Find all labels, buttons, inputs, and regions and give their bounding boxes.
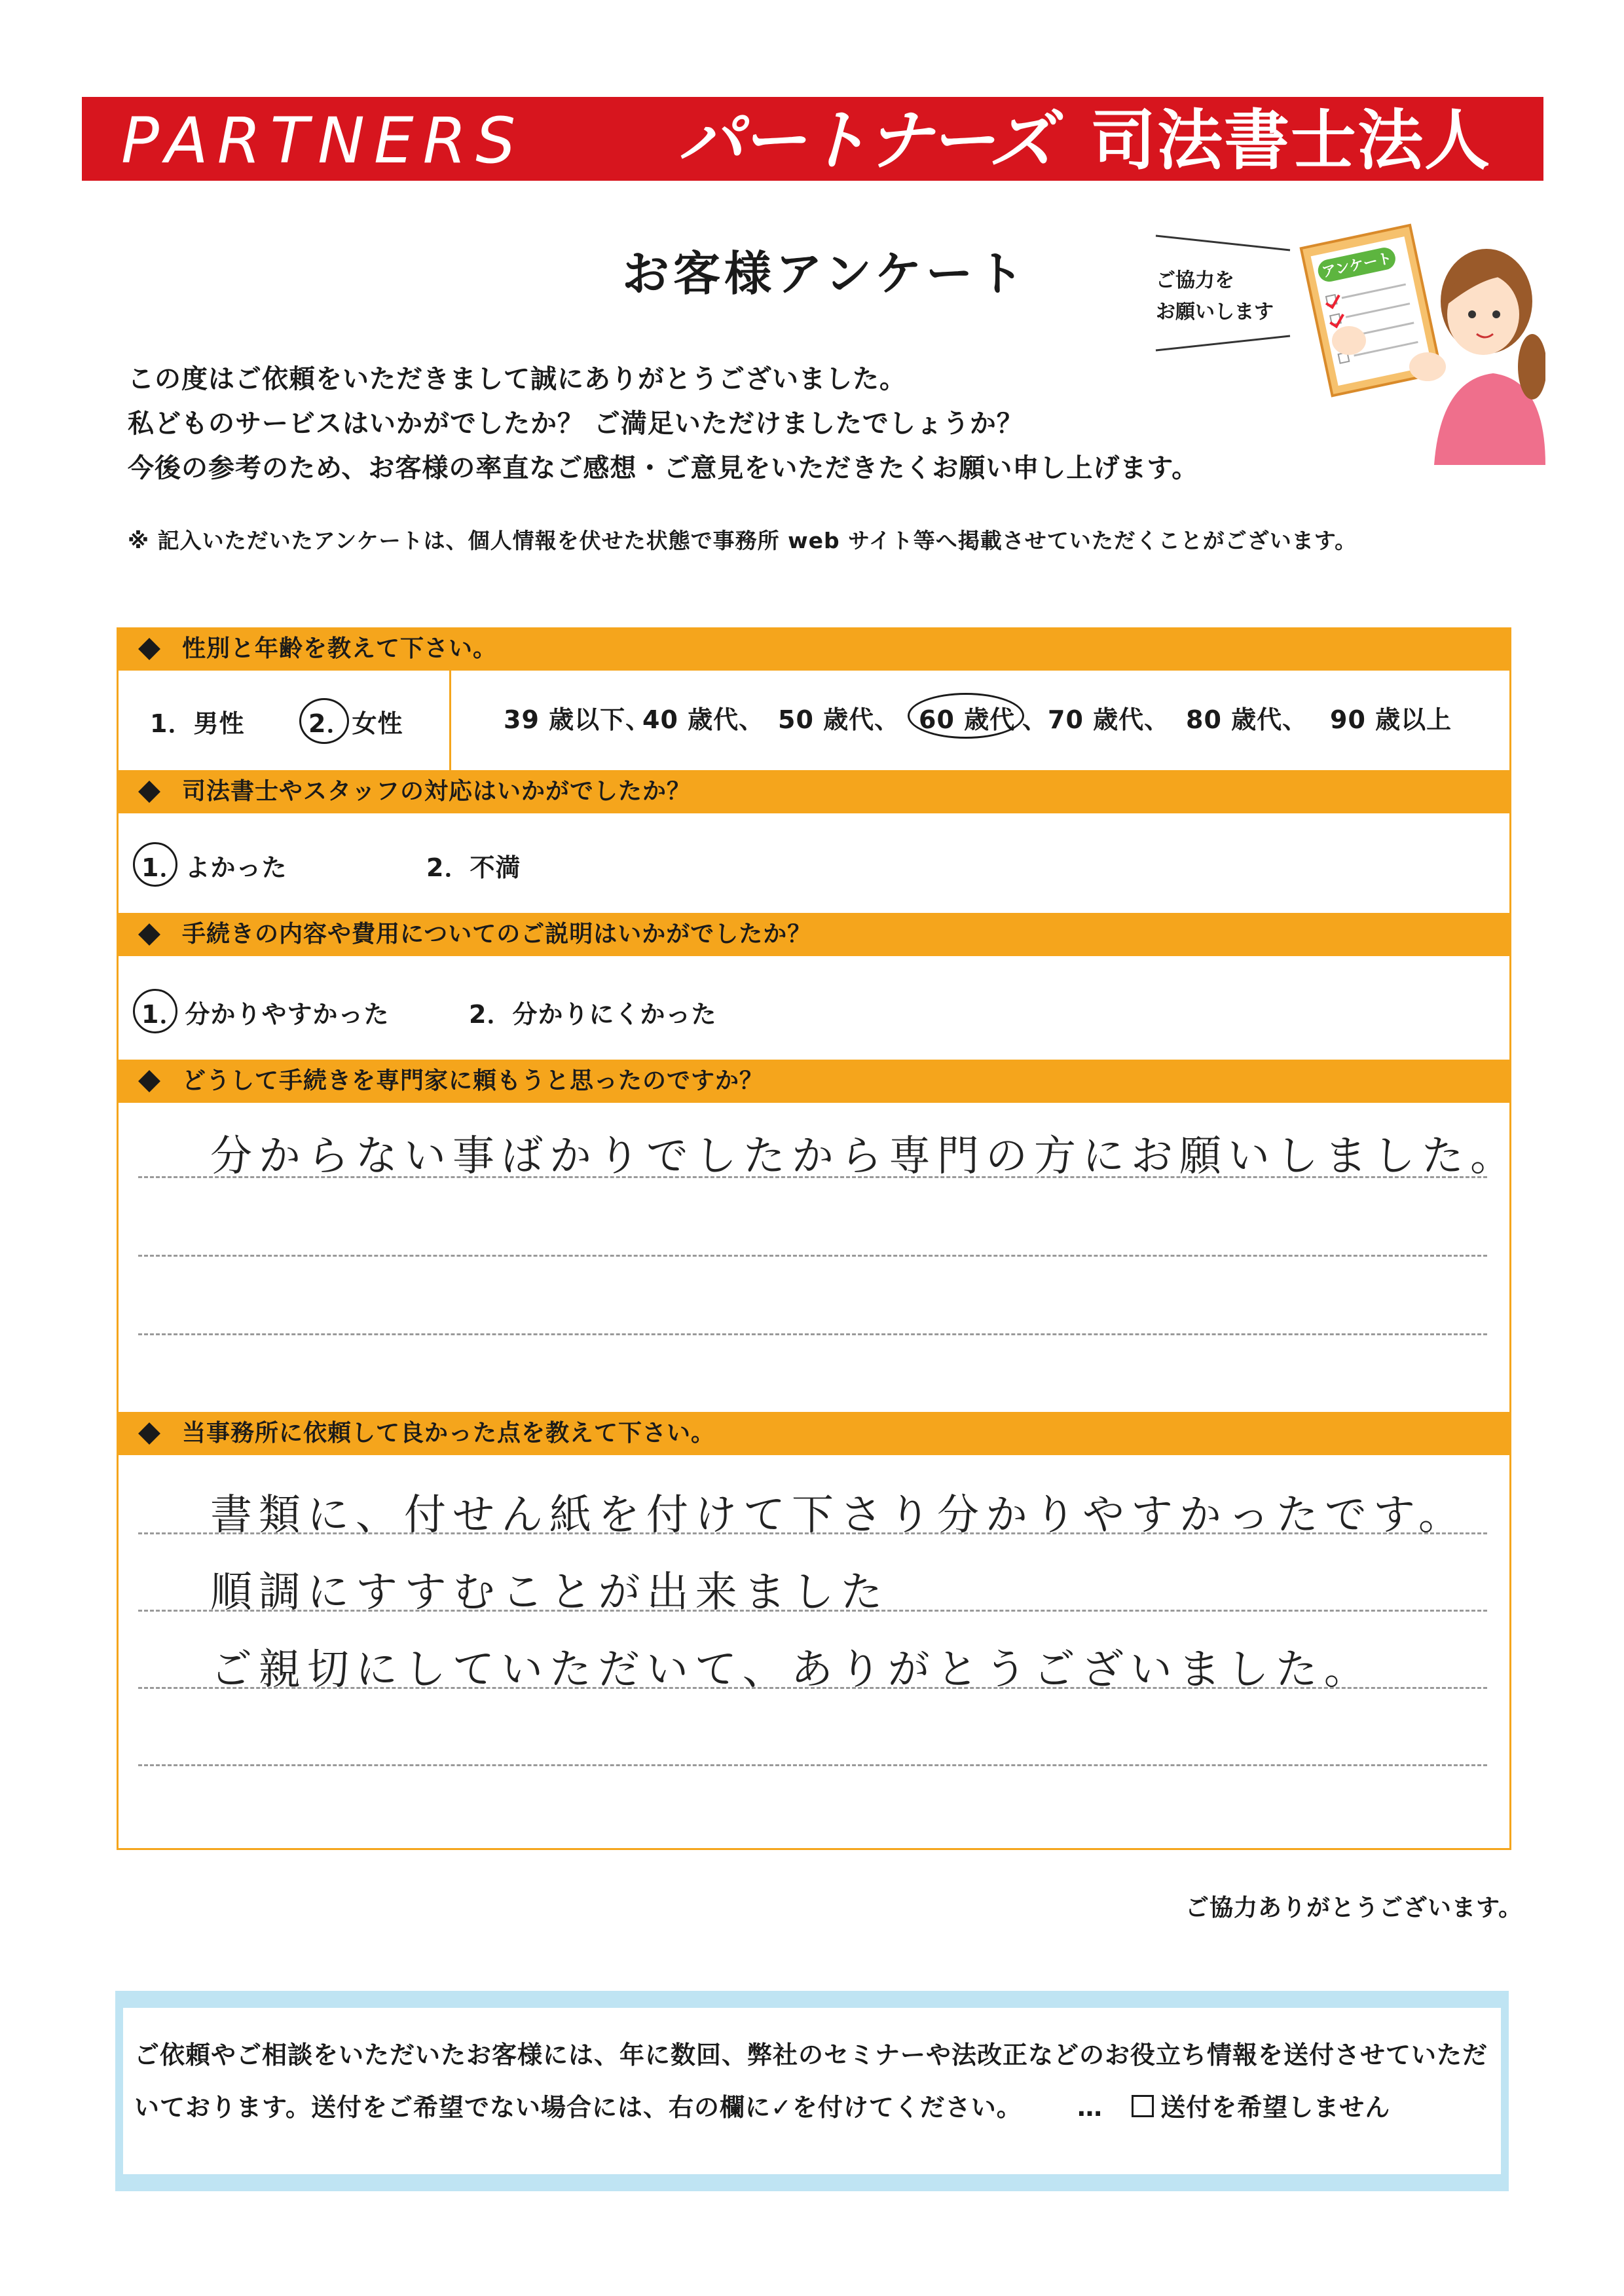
gender-option-male[interactable]: 1．男性 [150,709,245,738]
writing-line [138,1610,1487,1612]
question-bar-3 [117,913,1511,956]
writing-line [138,1687,1487,1689]
answer-box-2 [117,813,1511,915]
writing-line [138,1333,1487,1335]
explanation-option-clear[interactable]: 1．分かりやすかった [141,1000,390,1029]
brand-kanji: 司法書士法人 [1090,102,1491,179]
answer-box-1 [117,671,1511,772]
age-option-selected[interactable]: 60 歳代 [919,705,1016,734]
question-5-text: 当事務所に依頼して良かった点を教えて下さい。 [182,1420,716,1447]
intro-text [128,357,1198,491]
age-option[interactable]: 90 歳以上 [1330,705,1452,734]
question-4-text: どうして手続きを専門家に頼もうと思ったのですか？ [182,1067,764,1094]
age-option[interactable]: 、70 歳代、 [1022,705,1170,734]
handwritten-answer: ご親切にしていただいて、ありがとうございました。 [210,1646,1373,1694]
writing-line [138,1532,1487,1534]
question-bar-1 [117,627,1511,671]
woman-holding-survey-icon [1153,216,1545,465]
checkbox-icon[interactable] [1132,2095,1154,2117]
intro-line: この度はご依頼をいただきまして誠にありがとうございました。 [128,364,906,394]
writing-line [138,1764,1487,1766]
selection-circle [133,842,177,887]
page-title: お客様アンケート [622,246,1028,301]
question-bar-4 [117,1060,1511,1103]
answer-box-5 [117,1455,1511,1850]
age-option[interactable]: 40 歳代、 [642,705,765,734]
gender-option-female[interactable]: 2．女性 [308,709,403,738]
age-option[interactable]: 80 歳代、 [1186,705,1308,734]
handwritten-answer: 書類に、付せん紙を付けて下さり分かりやすかったです。 [210,1491,1467,1540]
thanks-text: ご協力ありがとうございます。 [1185,1895,1523,1921]
question-3-text: 手続きの内容や費用についてのご説明はいかがでしたか？ [182,921,812,948]
explanation-option-unclear[interactable]: 2．分かりにくかった [469,1000,717,1029]
survey-form [117,627,1519,1878]
diamond-icon [138,923,160,946]
answer-box-3 [117,956,1511,1062]
brand-latin: PARTNERS [121,104,525,177]
intro-line: 私どものサービスはいかがでしたか？ ご満足いただけましたでしょうか？ [128,409,1024,439]
brand-kana: パートナーズ [678,102,1052,179]
response-option-unsatisfied[interactable]: 2．不満 [426,853,521,882]
board-label: アンケート [1320,250,1393,282]
diamond-icon [138,1422,160,1445]
notice-line: ご依頼やご相談をいただいたお客様には、年に数回、弊社のセミナーや法改正などのお役立ち情報を送付させていただ [134,2041,1488,2069]
question-bar-5 [117,1412,1511,1455]
diamond-icon [138,781,160,803]
writing-line [138,1255,1487,1257]
writing-line [138,1176,1487,1178]
handwritten-answer: 分からない事ばかりでしたから専門の方にお願いしました。 [210,1132,1519,1181]
mailing-notice-text [134,2029,1496,2134]
diamond-icon [138,638,160,660]
callout-text: ご協力を お願いします [1156,269,1274,324]
opt-out-checkbox[interactable] [1132,2093,1390,2122]
privacy-note: ※ 記入いただいたアンケートは、個人情報を伏せた状態で事務所 web サイト等へ掲載させていただくことがございます。 [128,528,1357,553]
age-option[interactable]: 50 歳代、 [778,705,900,734]
response-option-good[interactable]: 1．よかった [141,853,287,882]
selection-circle [299,698,349,744]
selection-circle [908,693,1024,739]
question-2-text: 司法書士やスタッフの対応はいかがでしたか？ [182,778,692,805]
diamond-icon [138,1070,160,1092]
intro-line: 今後の参考のため、お客様の率直なご感想・ご意見をいただきたくお願い申し上げます。 [128,453,1199,483]
age-option[interactable]: 39 歳以下、 [504,705,652,734]
notice-line-2: いております。送付をご希望でない場合には、右の欄に✓を付けてください。 … 送付を希望しません [134,2093,1391,2122]
selection-circle [133,989,177,1033]
question-bar-2 [117,770,1511,813]
question-1-text: 性別と年齢を教えて下さい。 [182,635,498,662]
opt-out-label: 送付を希望しません [1160,2093,1391,2122]
answer-box-4 [117,1103,1519,1414]
divider [449,671,451,770]
handwritten-answer: 順調にすすむことが出来ました [210,1568,889,1617]
